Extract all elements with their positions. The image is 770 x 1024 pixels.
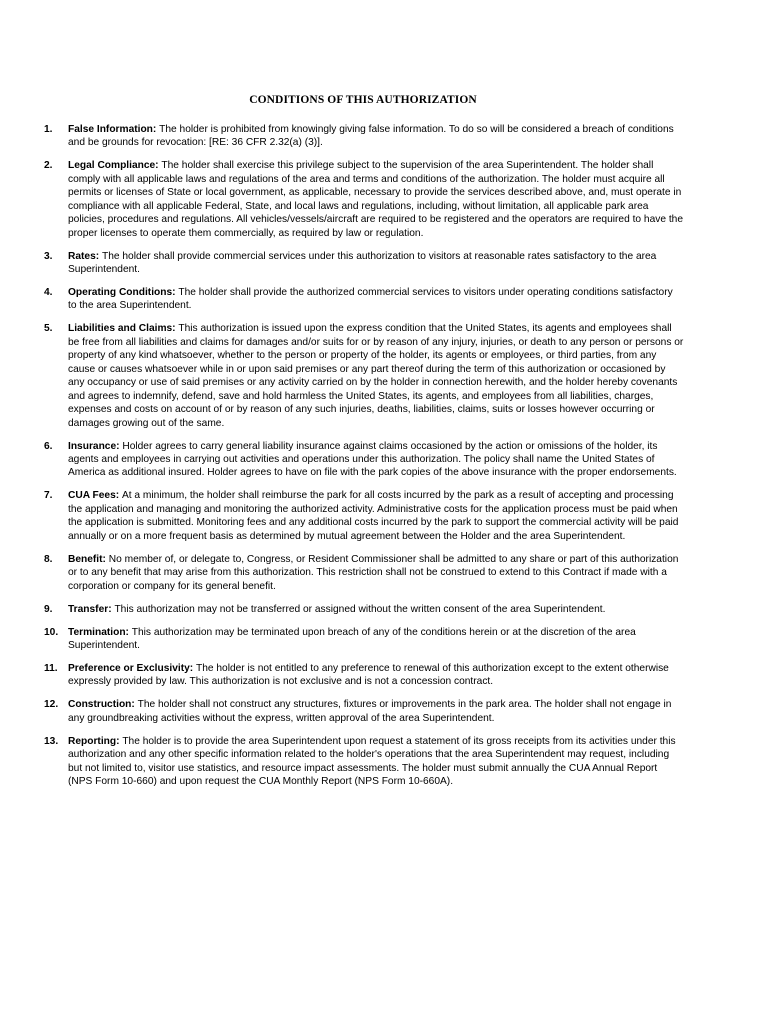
condition-item: [44, 123, 684, 150]
condition-heading: Legal Compliance:: [68, 160, 162, 172]
condition-heading: Construction:: [68, 699, 138, 711]
condition-heading: CUA Fees:: [68, 490, 122, 502]
condition-item: [44, 698, 684, 725]
document-title: CONDITIONS OF THIS AUTHORIZATION: [249, 94, 477, 106]
condition-number: 8.: [44, 553, 53, 565]
condition-text: This authorization is issued upon the express condition that the United States, its agents and employees shall be free from all liabilities and claims for damages and/or suits for or by reason of any injury, injuries, or death to any person or persons or property of any kind whatsoever, whether to the person or property of the holder, its agents or employees, or third parties, from any cause or causes whatsoever while in or upon said premises or any part thereof during the term of this authorization or occasioned by any occupancy or use of said premises or any activity carried on by the holder in connection herewith, and the holder hereby covenants and agrees to indemnify, defend, save and hold harmless the United States, its agents, and employees from all liabilities, charges, expenses and costs on account of or by reason of any such injuries, deaths, liabilities, claims, suits or losses however occurring or damages growing out of the same.: [68, 323, 684, 429]
condition-heading: Operating Conditions:: [68, 287, 179, 299]
condition-item: [44, 553, 684, 593]
condition-text: The holder shall exercise this privilege subject to the supervision of the area Superintendent. The holder shall comply with all applicable laws and regulations of the area and terms and conditions of the authorization. The holder must acquire all permits or licenses of State or local government, as applicable, necessary to provide the services described above, and, must operate in compliance with all applicable Federal, State, and local laws and regulations, including, without limitation, all applicable park area policies, procedures and regulations. All vehicles/vessels/aircraft are required to be registered and the operators are required to have the proper licenses to operate them commercially, as required by law or regulation.: [68, 160, 683, 239]
condition-heading: Preference or Exclusivity:: [68, 662, 196, 674]
condition-number: 3.: [44, 250, 53, 262]
condition-number: 5.: [44, 323, 53, 335]
condition-number: 10.: [44, 626, 59, 638]
condition-heading: Insurance:: [68, 440, 123, 452]
condition-heading: False Information:: [68, 124, 160, 135]
condition-heading: Rates:: [68, 250, 102, 262]
condition-number: 7.: [44, 490, 53, 502]
condition-text: The holder is prohibited from knowingly giving false information. To do so will be considered a breach of conditions and be grounds for revocation: [RE: 36 CFR 2.32(a) (3)].: [68, 124, 674, 149]
condition-text: The holder shall not construct any structures, fixtures or improvements in the park area. The holder shall not engage in any groundbreaking activities without the express, written approval of the area Superintendent.: [68, 699, 672, 724]
condition-text: No member of, or delegate to, Congress, or Resident Commissioner shall be admitted to any share or part of this authorization or to any benefit that may arise from this authorization. This restriction shall not be construed to extend to this Contract if made with a corporation or company for its general benefit.: [68, 553, 679, 592]
condition-number: 12.: [44, 699, 59, 711]
condition-heading: Benefit:: [68, 553, 109, 565]
condition-text: The holder shall provide the authorized commercial services to visitors under operating conditions satisfactory to the area Superintendent.: [68, 287, 673, 312]
condition-item: [44, 626, 684, 653]
condition-text: The holder is not entitled to any preference to renewal of this authorization except to the extent otherwise expressly provided by law. This authorization is not exclusive and is not a concession contract.: [68, 662, 669, 688]
condition-text: Holder agrees to carry general liability insurance against claims occasioned by the action or omissions of the holder, its agents and employees in carrying out activities and operations under this authorization. The policy shall name the United States of America as additional insured. Holder agrees to have on file with the park copies of the above insurance with the proper endorsements.: [68, 440, 677, 479]
condition-number: 2.: [44, 160, 53, 172]
condition-item: [44, 662, 684, 689]
condition-text: This authorization may be terminated upon breach of any of the conditions herein or at the discretion of the area Superintendent.: [68, 626, 636, 651]
condition-item: [44, 250, 684, 277]
condition-item: [44, 603, 684, 616]
condition-number: 1.: [44, 124, 53, 135]
condition-text: The holder shall provide commercial services under this authorization to visitors at reasonable rates satisfactory to the area Superintendent.: [68, 250, 657, 276]
condition-text: The holder is to provide the area Superintendent upon request a statement of its gross receipts from its activities under this authorization and any other specific information related to the holder's operations that the area Superintendent may request, including but not limited to, visitor use statistics, and resource impact assessments. The holder must submit annually the CUA Annual Report (NPS Form 10-660) and upon request the CUA Monthly Report (NPS Form 10-660A).: [68, 735, 676, 788]
condition-item: [44, 440, 684, 480]
condition-number: 9.: [44, 603, 53, 615]
condition-heading: Transfer:: [68, 603, 115, 615]
condition-text: At a minimum, the holder shall reimburse the park for all costs incurred by the park as a result of accepting and processing the application and managing and monitoring the authorized activity. Administrative costs for the application process must be paid when the application is submitted. Monitoring fees and any additional costs incurred by the park to support the commercial activity will be paid annually or on a more frequent basis as determined by mutual agreement between the Holder and the area Superintendent.: [68, 490, 679, 542]
condition-number: 4.: [44, 287, 53, 299]
condition-number: 11.: [44, 662, 58, 674]
condition-heading: Termination:: [68, 626, 132, 638]
condition-item: [44, 489, 684, 543]
condition-item: [44, 735, 684, 789]
condition-text: This authorization may not be transferred or assigned without the written consent of the area Superintendent.: [114, 603, 606, 615]
condition-number: 6.: [44, 440, 53, 452]
condition-item: [44, 286, 684, 313]
condition-number: 13.: [44, 735, 59, 747]
condition-heading: Reporting:: [68, 735, 123, 747]
condition-item: [44, 159, 684, 240]
condition-heading: Liabilities and Claims:: [68, 323, 179, 335]
condition-item: [44, 322, 684, 430]
conditions-list: [44, 123, 684, 798]
